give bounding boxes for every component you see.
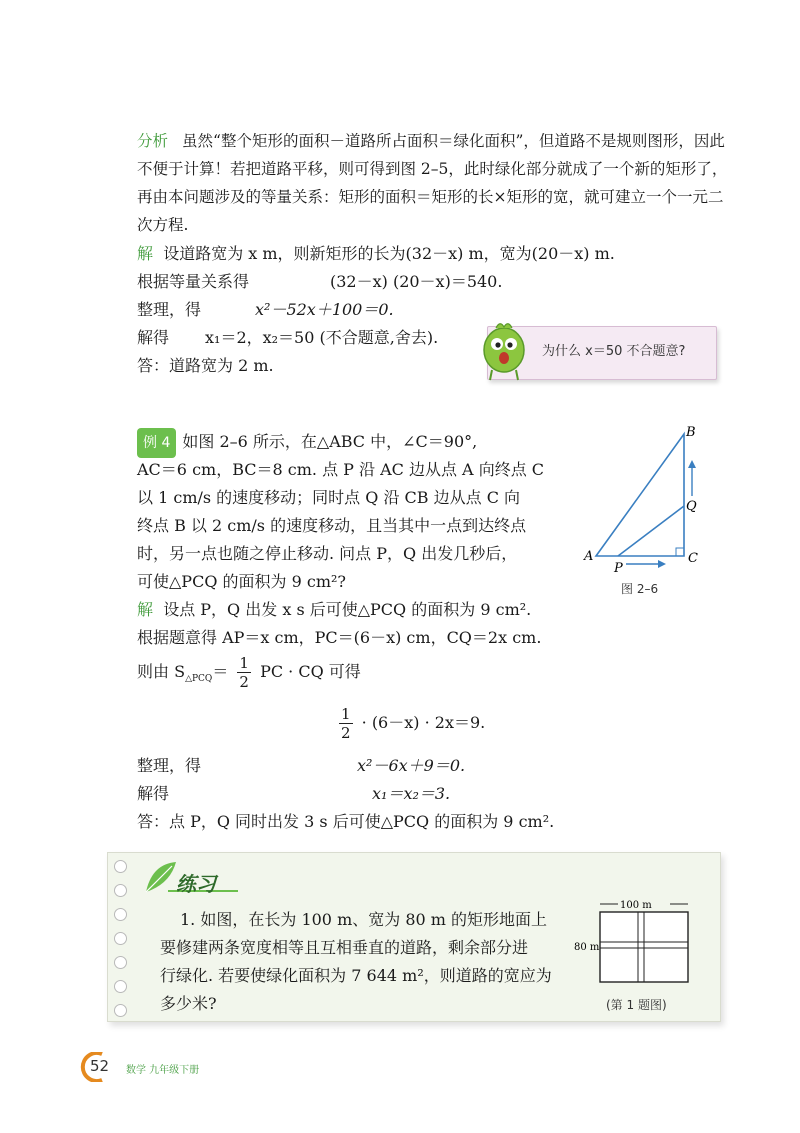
solution2-text: 设点 P，Q 出发 x s 后可使△PCQ 的面积为 9 cm².: [163, 600, 532, 619]
solution2-answer: 答：点 P，Q 同时出发 3 s 后可使△PCQ 的面积为 9 cm².: [137, 812, 555, 831]
area-formula-tail: PC · CQ 可得: [260, 662, 361, 681]
analysis-label: 分析: [137, 132, 169, 150]
solution2-line4: [335, 703, 485, 743]
arrow-q-head: [688, 460, 696, 468]
example4-badge: 例 4: [137, 428, 176, 458]
height-label: 80 m: [574, 942, 600, 953]
solution1-line2: [137, 268, 249, 296]
equation-area: · (6－x) · 2x＝9.: [361, 713, 486, 732]
footer-text: 数学 九年级下册: [126, 1065, 200, 1076]
practice-fig-caption: (第 1 题图): [606, 998, 667, 1012]
solution1-line1: [137, 240, 615, 268]
triangle-abc: [596, 434, 684, 556]
solution2-line5-label: 整理，得: [137, 756, 202, 775]
solution1-label: 解: [137, 244, 154, 263]
example4-line1: [137, 428, 477, 458]
fraction-den: 2: [239, 673, 249, 691]
practice-q-line2: 要修建两条宽度相等且互相垂直的道路，剩余部分进: [160, 938, 529, 957]
solution1-eq2: (32－x) (20－x)＝540.: [330, 272, 503, 291]
solution2-eq6: x₁＝x₂＝3.: [372, 784, 451, 803]
label-p: P: [614, 561, 623, 576]
width-label: 100 m: [620, 900, 652, 911]
practice-title: 练习: [176, 872, 216, 896]
solution2-line3: [137, 652, 361, 699]
solution1-answer: 答：道路宽为 2 m.: [137, 356, 274, 375]
label-b: B: [686, 425, 696, 440]
example4-line2: AC＝6 cm，BC＝8 cm. 点 P 沿 AC 边从点 A 向终点 C: [137, 460, 545, 479]
callout-text: 为什么 x＝50 不合题意?: [542, 344, 686, 359]
solution2-line1: [137, 596, 531, 624]
analysis-paragraph: [137, 127, 737, 239]
solution2-eq5: x²－6x＋9＝0.: [357, 756, 466, 775]
label-q: Q: [686, 499, 697, 514]
example4-line3: 以 1 cm/s 的速度移动；同时点 Q 沿 CB 边从点 C 向: [137, 488, 521, 507]
equals-sign: ＝: [212, 662, 229, 681]
solution1-text: 设道路宽为 x m，则新矩形的长为(32－x) m，宽为(20－x) m.: [163, 244, 615, 263]
figure-2-6: [578, 420, 708, 600]
practice-figure: [574, 896, 704, 992]
label-a: A: [584, 549, 594, 564]
figure-2-6-caption: 图 2–6: [621, 582, 659, 596]
solution2-label: 解: [137, 600, 154, 619]
page-number: 52: [90, 1057, 110, 1075]
solution1-line3-label: 整理，得: [137, 300, 202, 319]
fraction-half-2: [339, 705, 353, 742]
fraction-num: 1: [239, 654, 249, 672]
fraction-num-2: 1: [341, 705, 351, 723]
solution1-line4-label: 解得: [137, 328, 170, 347]
practice-q-line3: 行绿化. 若要使绿化面积为 7 644 m²，则道路的宽应为: [160, 966, 552, 985]
fraction-den-2: 2: [341, 724, 351, 742]
solution2-line6-label: 解得: [137, 784, 170, 803]
example4-text-1: 如图 2–6 所示，在△ABC 中，∠C＝90°,: [182, 432, 478, 451]
solution1-eq4: x₁＝2，x₂＝50 (不合题意,舍去).: [205, 328, 439, 347]
solution1-eq3: x²－52x＋100＝0.: [255, 300, 394, 319]
practice-q-line4: 多少米?: [160, 994, 217, 1013]
leaf-icon: [140, 858, 180, 898]
example4-line4: 终点 B 以 2 cm/s 的速度移动，且当其中一点到达终点: [137, 516, 527, 535]
solution2-line2: 根据题意得 AP＝x cm，PC＝(6－x) cm，CQ＝2x cm.: [137, 628, 542, 647]
area-subscript: △PCQ: [185, 674, 213, 685]
mascot-icon: [478, 318, 530, 382]
arrow-p-head: [658, 560, 666, 568]
equation-label: 根据等量关系得: [137, 272, 250, 291]
area-symbol: 则由 S: [137, 662, 186, 681]
example4-line6: 可使△PCQ 的面积为 9 cm²?: [137, 572, 346, 591]
right-angle-mark: [676, 548, 684, 556]
label-c: C: [688, 551, 698, 566]
practice-q-line1: 1. 如图，在长为 100 m、宽为 80 m 的矩形地面上: [180, 910, 548, 929]
analysis-text: 虽然“整个矩形的面积－道路所占面积＝绿化面积”，但道路不是规则图形，因此不便于计算！若把道路平移，则可得到图 2–5，此时绿化部分就成了一个新的矩形了，再由本问题涉及的等量关系：矩形的面积＝矩形的长×矩形的宽，就可建立一个一元二次方程.: [137, 132, 728, 234]
example4-line5: 时，另一点也随之停止移动. 问点 P，Q 出发几秒后，: [137, 544, 518, 563]
fraction-half: [237, 654, 251, 691]
segment-pq: [618, 506, 684, 556]
